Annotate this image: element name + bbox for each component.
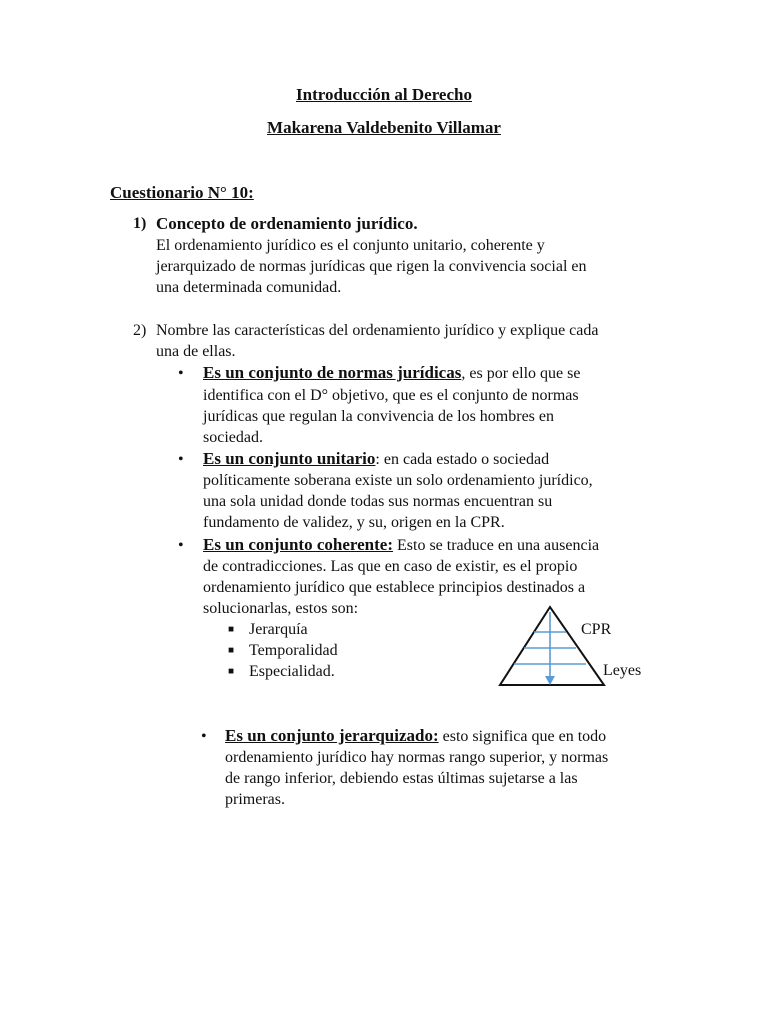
bullet-3-dot: •: [178, 537, 184, 554]
bullet-1-line-2: jurídicas que regulan la convivencia de los hombres en: [203, 408, 554, 425]
pyramid-top-label: CPR: [581, 621, 612, 638]
bullet-2-rest: : en cada estado o sociedad: [375, 451, 550, 468]
bullet-4-term: Es un conjunto jerarquizado:: [225, 726, 439, 745]
bullet-2-dot: •: [178, 451, 184, 468]
principle-1-square: ■: [228, 624, 235, 635]
bullet-4-rest: esto significa que en todo: [438, 728, 607, 745]
question-1-number: 1): [133, 215, 147, 232]
pyramid-bottom-label: Leyes: [603, 662, 642, 679]
pyramid-arrow-head: [545, 676, 555, 685]
bullet-4-line-1: ordenamiento jurídico hay normas rango superior, y normas: [225, 749, 609, 766]
principle-3: Especialidad.: [249, 663, 335, 680]
bullet-2-line-1: políticamente soberana existe un solo ordenamiento jurídico,: [203, 472, 593, 489]
principle-1: Jerarquía: [249, 621, 308, 638]
bullet-1-dot: •: [178, 365, 184, 382]
author-name: Makarena Valdebenito Villamar: [267, 118, 501, 137]
question-2-number: 2): [133, 322, 147, 339]
bullet-2-line-2: una sola unidad donde todas sus normas encuentran su: [203, 493, 553, 510]
bullet-2-line-3: fundamento de validez, y su, origen en la CPR.: [203, 514, 505, 531]
bullet-1-line-3: sociedad.: [203, 429, 263, 446]
bullet-4-line-3: primeras.: [225, 791, 285, 808]
question-1-line-2: jerarquizado de normas jurídicas que rigen la convivencia social en: [156, 258, 587, 275]
bullet-1-rest: , es por ello que se: [461, 365, 581, 382]
bullet-2-term: Es un conjunto unitario: [203, 449, 376, 468]
bullet-3-rest: Esto se traduce en una ausencia: [393, 537, 600, 554]
bullet-3-first-line: [203, 534, 599, 556]
hierarchy-pyramid: [496, 604, 608, 690]
bullet-2-first-line: [203, 448, 549, 470]
bullet-3-line-1: de contradicciones. Las que en caso de existir, es el propio: [203, 558, 578, 575]
question-1-title: Concepto de ordenamiento jurídico.: [156, 214, 418, 233]
question-2-line-2: una de ellas.: [156, 343, 236, 360]
question-2-line-1: Nombre las características del ordenamiento jurídico y explique cada: [156, 322, 599, 339]
bullet-3-line-2: ordenamiento jurídico que establece principios destinados a: [203, 579, 586, 596]
bullet-3-term: Es un conjunto coherente:: [203, 535, 393, 554]
question-1-line-1: El ordenamiento jurídico es el conjunto unitario, coherente y: [156, 237, 545, 254]
course-title: Introducción al Derecho: [296, 85, 472, 104]
bullet-1-term: Es un conjunto de normas jurídicas: [203, 363, 462, 382]
bullet-4-line-2: de rango inferior, debiendo estas últimas sujetarse a las: [225, 770, 578, 787]
principle-3-square: ■: [228, 666, 235, 677]
bullet-1-first-line: [203, 362, 580, 384]
principle-2-square: ■: [228, 645, 235, 656]
bullet-3-line-3: solucionarlas, estos son:: [203, 600, 359, 617]
bullet-4-first-line: [225, 725, 606, 747]
bullet-4-dot: •: [201, 728, 207, 745]
principle-2: Temporalidad: [249, 642, 338, 659]
question-1-line-3: una determinada comunidad.: [156, 279, 342, 296]
questionnaire-title: Cuestionario N° 10:: [110, 183, 254, 202]
bullet-1-line-1: identifica con el D° objetivo, que es el conjunto de normas: [203, 387, 579, 404]
